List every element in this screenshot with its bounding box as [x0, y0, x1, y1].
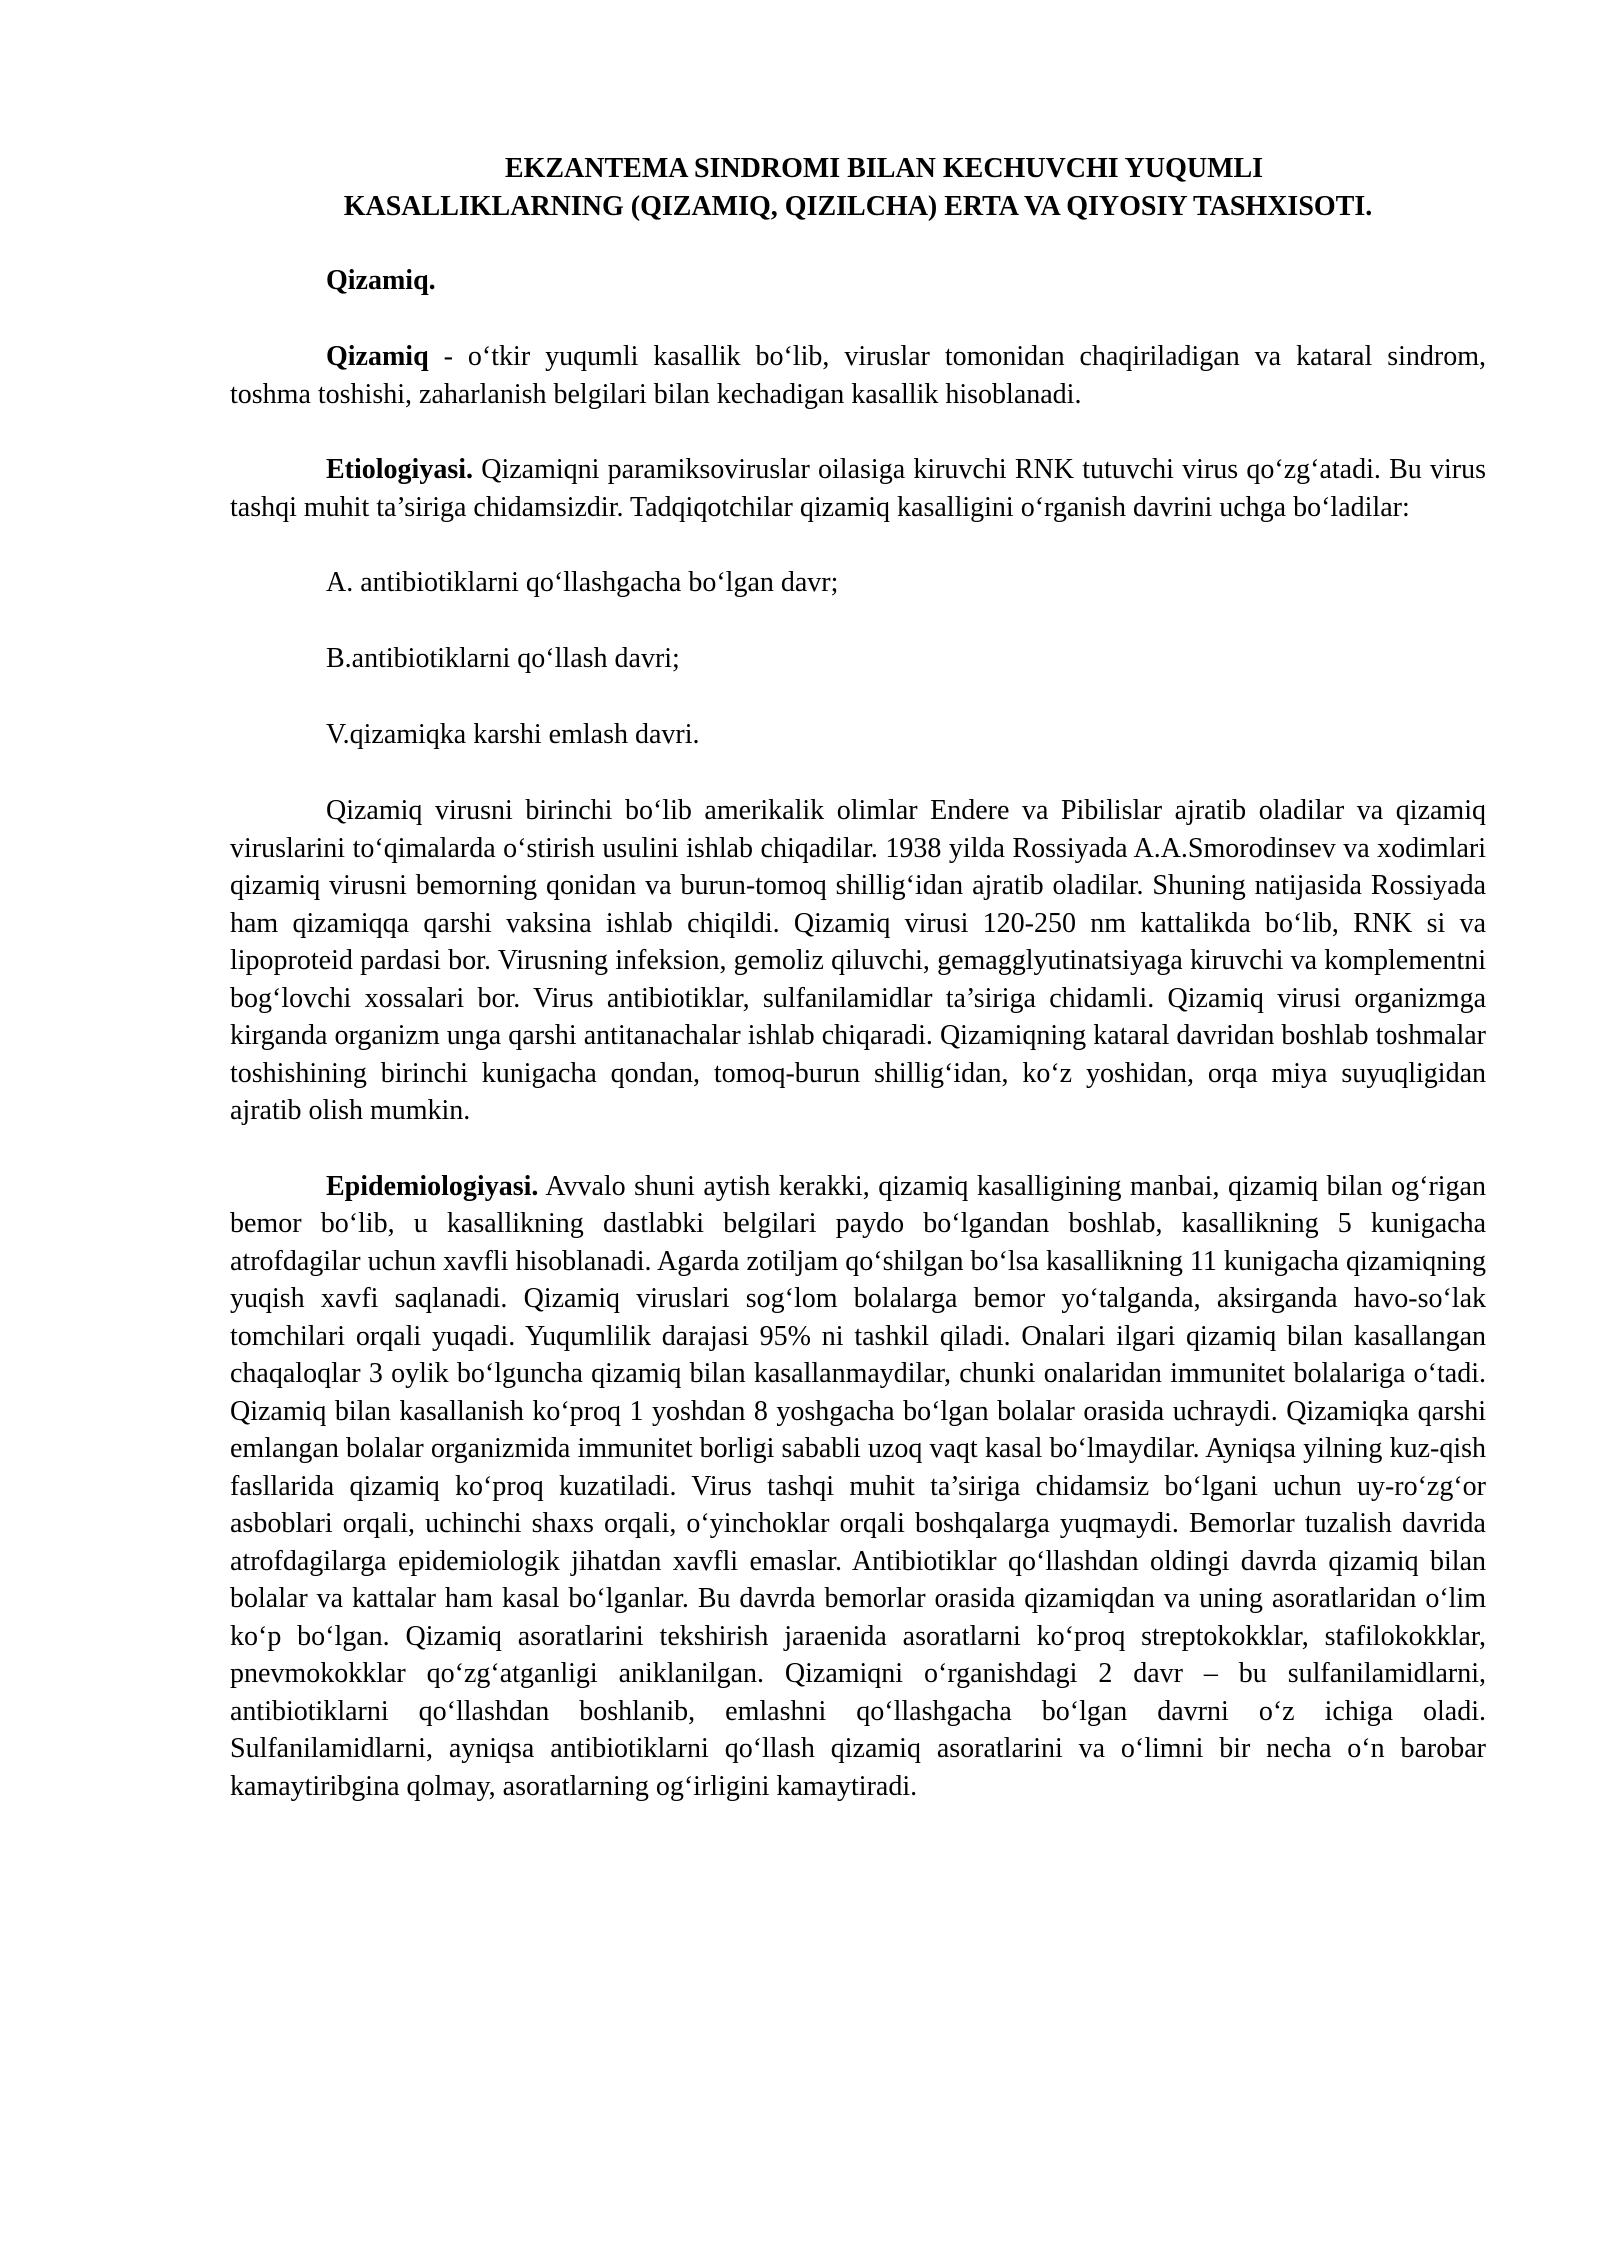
epidemiology-text: Avvalo shuni aytish kerakki, qizamiq kasalligining manbai, qizamiq bilan og‘rigan bemor bo‘lib, u kasallikning dastlabki belgilari paydo bo‘lgandan boshlab, kasallikning 5 kunigacha atrofdagilar uchun xavfli hisoblanadi. Agarda zotiljam qo‘shilgan bo‘lsa kasallikning 11 kunigacha qizamiqning yuqish xavfi saqlanadi. Qizamiq viruslari sog‘lom bolalarga bemor yo‘talganda, aksirganda havo-so‘lak tomchilari orqali yuqadi. Yuqumlilik darajasi 95% ni tashkil qiladi. Onalari ilgari qizamiq bilan kasallangan chaqaloqlar 3 oylik bo‘lguncha qizamiq bilan kasallanmaydilar, chunki onalaridan immunitet bolalariga o‘tadi. Qizamiq bilan kasallanish ko‘proq 1 yoshdan 8 yoshgacha bo‘lgan bolalar orasida uchraydi. Qizamiqka qarshi emlangan bolalar organizmida immunitet borligi sababli uzoq vaqt kasal bo‘lmaydilar. Ayniqsa yilning kuz-qish fasllarida qizamiq ko‘proq kuzatiladi. Virus tashqi muhit ta’siriga chidamsiz bo‘lgani uchun uy-ro‘zg‘or asboblari orqali, uchinchi shaxs orqali, o‘yinchoklar orqali boshqalarga yuqmaydi. Bemorlar tuzalish davrida atrofdagilarga epidemiologik jihatdan xavfli emaslar. Antibiotiklar qo‘llashdan oldingi davrda qizamiq bilan bolalar va kattalar ham kasal bo‘lganlar. Bu davrda bemorlar orasida qizamiqdan va uning asoratlaridan o‘lim ko‘p bo‘lgan. Qizamiq asoratlarini tekshirish jaraenida asoratlarni ko‘proq streptokokklar, stafilokokklar, pnevmokokklar qo‘zg‘atganligi aniklanilgan. Qizamiqni o‘rganishdagi 2 davr – bu sulfanilamidlarni, antibiotiklarni qo‘llashdan boshlanib, emlashni qo‘llashgacha bo‘lgan davrni o‘z ichiga oladi. Sulfanilamidlarni, ayniqsa antibiotiklarni qo‘llash qizamiq asoratlarini va o‘limni bir necha o‘n barobar kamaytiribgina qolmay, asoratlarning og‘irligini kamaytiradi. — [230, 1170, 1486, 1802]
definition-paragraph — [230, 338, 1486, 413]
epidemiology-lead: Epidemiologiyasi. — [326, 1170, 539, 1202]
definition-text: - o‘tkir yuqumli kasallik bo‘lib, viruslar tomonidan chaqiriladigan va kataral sindrom, toshma toshishi, zaharlanish belgilari bilan kechadigan kasallik hisoblanadi. — [230, 341, 1486, 410]
title-line-1: EKZANTEMA SINDROMI BILAN KECHUVCHI YUQUMLI — [504, 153, 1264, 184]
section-heading: Qizamiq. — [326, 265, 436, 296]
etiology-lead: Etiologiyasi. — [326, 454, 474, 485]
epidemiology-paragraph — [230, 1168, 1486, 1806]
period-item-v: V.qizamiqka karshi emlash davri. — [326, 719, 700, 750]
document-title — [230, 150, 1486, 226]
title-line-2: KASALLIKLARNING (QIZAMIQ, QIZILCHA) ERTA VA QIYOSIY TASHXISOTI. — [343, 191, 1373, 222]
document-body — [230, 150, 1486, 1805]
period-item-a: A. antibiotiklarni qo‘llashgacha bo‘lgan davr; — [326, 567, 839, 598]
etiology-paragraph — [230, 451, 1486, 526]
period-item-b: B.antibiotiklarni qo‘llash davri; — [326, 643, 680, 674]
definition-lead: Qizamiq — [326, 341, 429, 372]
etiology-text: Qizamiqni paramiksoviruslar oilasiga kiruvchi RNK tutuvchi virus qo‘zg‘atadi. Bu virus tashqi muhit ta’siriga chidamsizdir. Tadqiqotchilar qizamiq kasalligini o‘rganish davrini uchga bo‘ladilar: — [230, 454, 1486, 523]
virus-paragraph: Qizamiq virusni birinchi bo‘lib amerikalik olimlar Endere va Pibilislar ajratib oladilar va qizamiq viruslarini to‘qimalarda o‘stirish usulini ishlab chiqadilar. 1938 yilda Rossiyada A.A.Smorodinsev va xodimlari qizamiq virusni bemorning qonidan va burun-tomoq shillig‘idan ajratib oladilar. Shuning natijasida Rossiyada ham qizamiqqa qarshi vaksina ishlab chiqildi. Qizamiq virusi 120-250 nm kattalikda bo‘lib, RNK si va lipoproteid pardasi bor. Virusning infeksion, gemoliz qiluvchi, gemagglyutinatsiyaga kiruvchi va komplementni bog‘lovchi xossalari bor. Virus antibiotiklar, sulfanilamidlar ta’siriga chidamli. Qizamiq virusi organizmga kirganda organizm unga qarshi antitanachalar ishlab chiqaradi. Qizamiqning kataral davridan boshlab toshmalar toshishining birinchi kunigacha qondan, tomoq-burun shillig‘idan, ko‘z yoshidan, orqa miya suyuqligidan ajratib olish mumkin. — [230, 795, 1486, 1126]
